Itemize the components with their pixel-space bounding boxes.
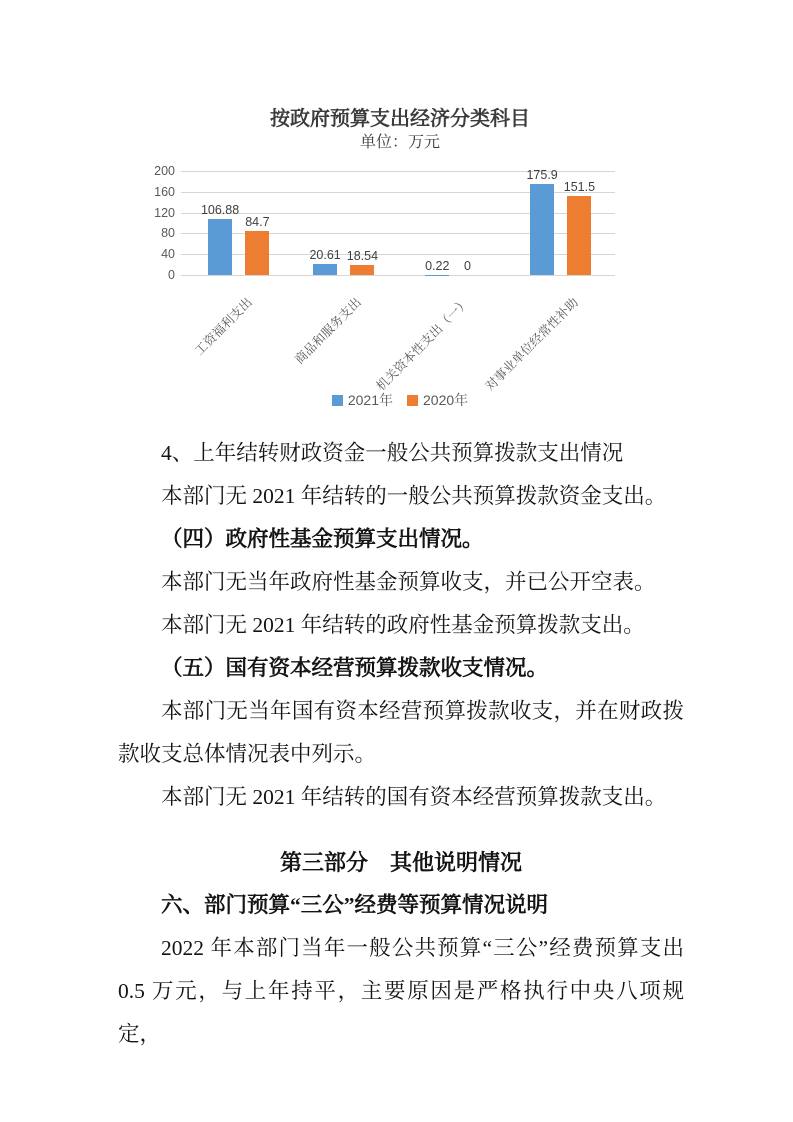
legend-label: 2020年	[423, 392, 469, 408]
y-axis-tick-label: 120	[154, 205, 175, 220]
bar-with-label	[347, 249, 378, 275]
legend-swatch	[332, 395, 343, 406]
legend-swatch	[407, 395, 418, 406]
bar-value-label: 20.61	[309, 248, 341, 263]
chart-legend	[130, 390, 670, 410]
document-body	[118, 432, 684, 1056]
bar-group	[290, 171, 399, 275]
paragraph: 本部门无当年政府性基金预算收支，并已公开空表。	[161, 570, 656, 594]
chart-unit-label: 单位：万元	[359, 134, 440, 151]
bar-value-label: 0	[463, 259, 471, 273]
x-axis-category-label: 工资福利支出	[192, 295, 256, 359]
bar-with-label	[309, 248, 340, 275]
bar	[208, 219, 232, 275]
legend-item	[332, 390, 393, 410]
paragraph: 4、上年结转财政资金一般公共预算拨款支出情况	[161, 441, 624, 465]
paragraph: 本部门无当年国有资本经营预算拨款收支，并在财政拨款收支总体情况表中列示。	[118, 699, 684, 766]
x-axis-category-label: 机关资本性支出（一）	[373, 295, 473, 394]
part-title: 第三部分 其他说明情况	[279, 850, 522, 875]
bar-with-label	[201, 203, 239, 275]
y-axis-tick-label: 80	[161, 226, 175, 241]
bar	[530, 184, 554, 275]
bar-value-label: 175.9	[526, 167, 558, 182]
bars-layer	[181, 167, 615, 275]
paragraph: 本部门无 2021 年结转的国有资本经营预算拨款支出。	[161, 785, 667, 809]
legend-label: 2021年	[347, 392, 393, 408]
x-axis-category-label: 对事业单位经常性补助	[482, 295, 581, 394]
bar-value-label: 84.7	[245, 214, 270, 229]
bar	[313, 264, 337, 275]
section-heading: （四）政府性基金预算支出情况。	[161, 527, 484, 551]
bar-with-label	[455, 259, 479, 275]
bar-group	[398, 171, 507, 275]
x-axis-labels	[181, 275, 615, 394]
bar-value-label: 151.5	[563, 180, 596, 195]
bar-value-label: 106.88	[200, 203, 240, 218]
paragraph: 本部门无 2021 年结转的一般公共预算拨款资金支出。	[161, 484, 667, 508]
section-heading: 六、部门预算“三公”经费等预算情况说明	[161, 893, 549, 917]
paragraph: 本部门无 2021 年结转的政府性基金预算拨款支出。	[161, 613, 645, 637]
bar-with-label	[425, 259, 449, 276]
bar-group	[181, 171, 290, 275]
legend-item	[407, 390, 468, 410]
section-heading: （五）国有资本经营预算拨款收支情况。	[161, 656, 549, 680]
bar	[245, 231, 269, 275]
y-axis-tick-label: 40	[161, 247, 175, 262]
y-axis-tick-label: 200	[154, 164, 175, 178]
y-axis-tick-label: 160	[154, 184, 175, 199]
bar	[350, 265, 374, 275]
x-axis-category-label: 商品和服务支出	[291, 295, 364, 367]
bar-value-label: 18.54	[346, 249, 379, 264]
chart-title: 按政府预算支出经济分类科目	[270, 108, 530, 130]
bar	[567, 196, 591, 275]
bar-value-label: 0.22	[425, 258, 450, 273]
bar-group	[507, 167, 616, 275]
bar-with-label	[245, 215, 269, 275]
bar-with-label	[564, 180, 595, 275]
paragraph: 2022 年本部门当年一般公共预算“三公”经费预算支出 0.5 万元，与上年持平，主要原因是严格执行中央八项规定，	[118, 936, 684, 1046]
y-axis-tick-label: 0	[168, 268, 175, 282]
bar-with-label	[526, 168, 557, 275]
budget-bar-chart	[130, 100, 670, 418]
